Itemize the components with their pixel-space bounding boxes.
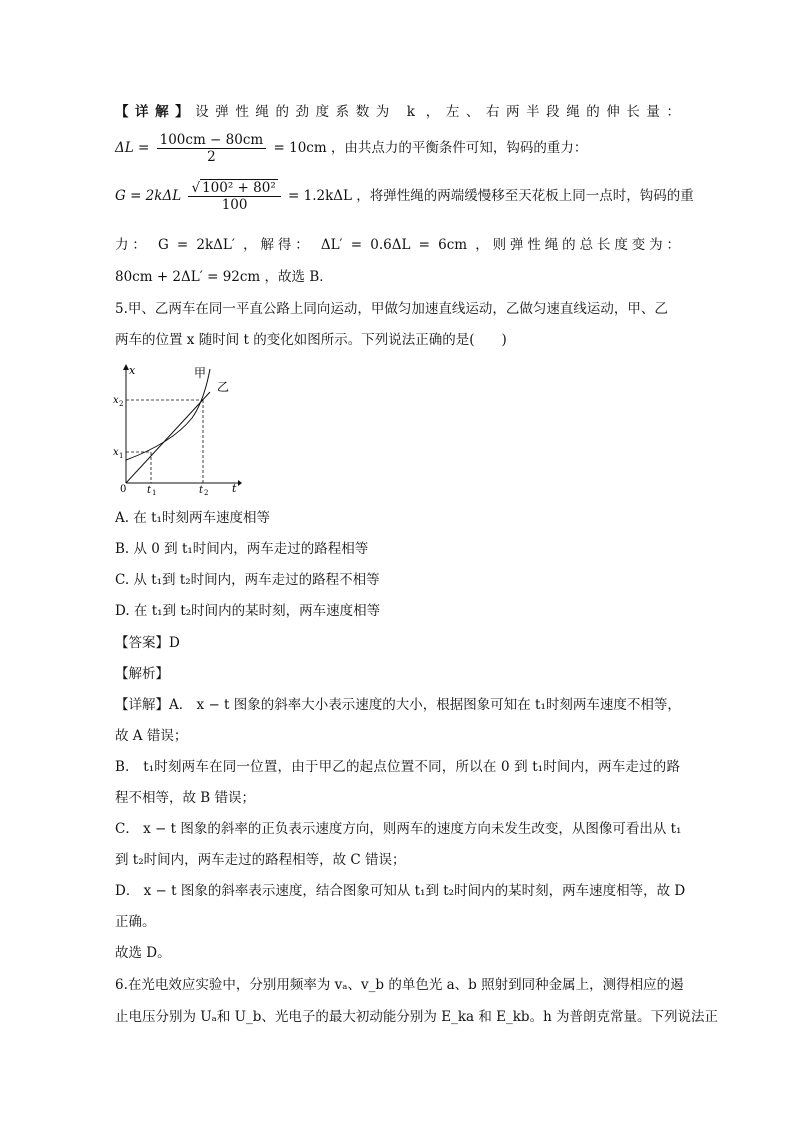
formula-lhs: G = 2kΔL [115,188,182,204]
t-axis-arrow-icon [238,480,242,486]
explanation-c-line-1: C． x − t 图象的斜率的正负表示速度方向，则两车的速度方向未发生改变，从图像可看出从 t₁ [115,821,682,837]
fraction-denominator: 2 [207,149,216,165]
fraction-numerator: √ 100² + 80² [188,180,280,197]
detail-label: 【详解】 [115,104,196,120]
position-time-graph [112,363,242,495]
label-x1: x [113,447,119,458]
explanation-d-line-2: 正确。 [115,914,156,930]
question-6-line-2: 止电压分别为 Uₐ和 U_b、光电子的最大初动能分别为 E_ka 和 E_kb。h 为普朗克常量。下列说法正 [115,1009,719,1025]
formula-rhs: = 1.2kΔL ，将弹性绳的两端缓慢移至天花板上同一点时，钩码的重 [288,188,694,204]
answer-value: D [169,635,180,651]
label-x1-sub: 1 [119,452,124,460]
curve-jia [126,369,210,460]
conclusion-line: 故选 D。 [115,945,171,961]
answer-line [115,634,680,652]
explanation-line-2 [115,132,680,166]
explanation-d-line-1: D． x − t 图象的斜率表示速度，结合图象可知从 t₁到 t₂时间内的某时刻，两车速度相等，故 D [115,883,686,899]
label-t2: t [199,485,204,495]
explanation-line-1 [115,103,680,121]
formula-lhs: ΔL = [115,140,150,156]
x-axis-label: x [129,364,136,377]
label-t1: t [147,485,152,495]
t-axis-label: t [232,482,237,495]
explanation-c-line-2: 到 t₂时间内，两车走过的路程相等，故 C 错误； [115,852,406,868]
label-t1-sub: 1 [152,489,157,495]
option-c: C. 从 t₁到 t₂时间内，两车走过的路程不相等 [115,572,380,588]
label-origin: 0 [120,484,127,495]
option-d: D. 在 t₁到 t₂时间内的某时刻，两车速度相等 [115,603,381,619]
label-yi: 乙 [217,380,230,394]
explanation-line-3 [115,180,694,220]
fraction [188,180,280,213]
fraction-denominator: 100 [221,197,248,213]
formula-rhs: = 10cm ，由共点力的平衡条件可知，钩码的重力： [273,140,588,156]
question-5-line-1: 5.甲、乙两车在同一平直公路上同向运动，甲做匀加速直线运动，乙做匀速直线运动，甲、乙 [115,301,668,317]
explanation-line-5: 80cm + 2ΔL′ = 92cm ，故选 B． [115,269,333,285]
question-5-line-2: 两车的位置 x 随时间 t 的变化如图所示。下列说法正确的是( ) [115,332,507,348]
option-a: A. 在 t₁时刻两车速度相等 [115,510,270,526]
option-b: B. 从 0 到 t₁时间内，两车走过的路程相等 [115,541,369,557]
sqrt-radicand: 100² + 80² [202,180,276,196]
label-t2-sub: 2 [204,489,209,495]
explanation-a-line-1: 【详解】A． x − t 图象的斜率大小表示速度的大小，根据图象可知在 t₁时刻两车速度不相等， [115,697,681,713]
fraction-numerator: 100cm − 80cm [157,132,267,149]
label-x2-sub: 2 [119,400,124,408]
label-jia: 甲 [194,366,207,380]
explanation-b-line-1: B． t₁时刻两车在同一位置，由于甲乙的起点位置不同，所以在 0 到 t₁时间内，两车走过的路 [115,759,680,775]
line-yi [126,392,210,483]
fraction [157,132,267,165]
explanation-line-4: 力： G = 2kΔL′ ，解得： ΔL′ = 0.6ΔL = 6cm ，则弹性绳的总长度变为： [115,237,680,253]
question-6-line-1: 6.在光电效应实验中，分别用频率为 vₐ、v_b 的单色光 a、b 照射到同种金属上，测得相应的遏 [115,977,684,993]
explanation-text: 设弹性绳的劲度系数为 k ，左、右两半段绳的伸长量： [195,104,680,120]
explanation-b-line-2: 程不相等，故 B 错误； [115,790,256,806]
label-x2: x [113,395,119,406]
answer-label: 【答案】 [115,635,169,651]
analysis-label: 【解析】 [115,666,169,682]
explanation-a-line-2: 故 A 错误； [115,728,188,744]
